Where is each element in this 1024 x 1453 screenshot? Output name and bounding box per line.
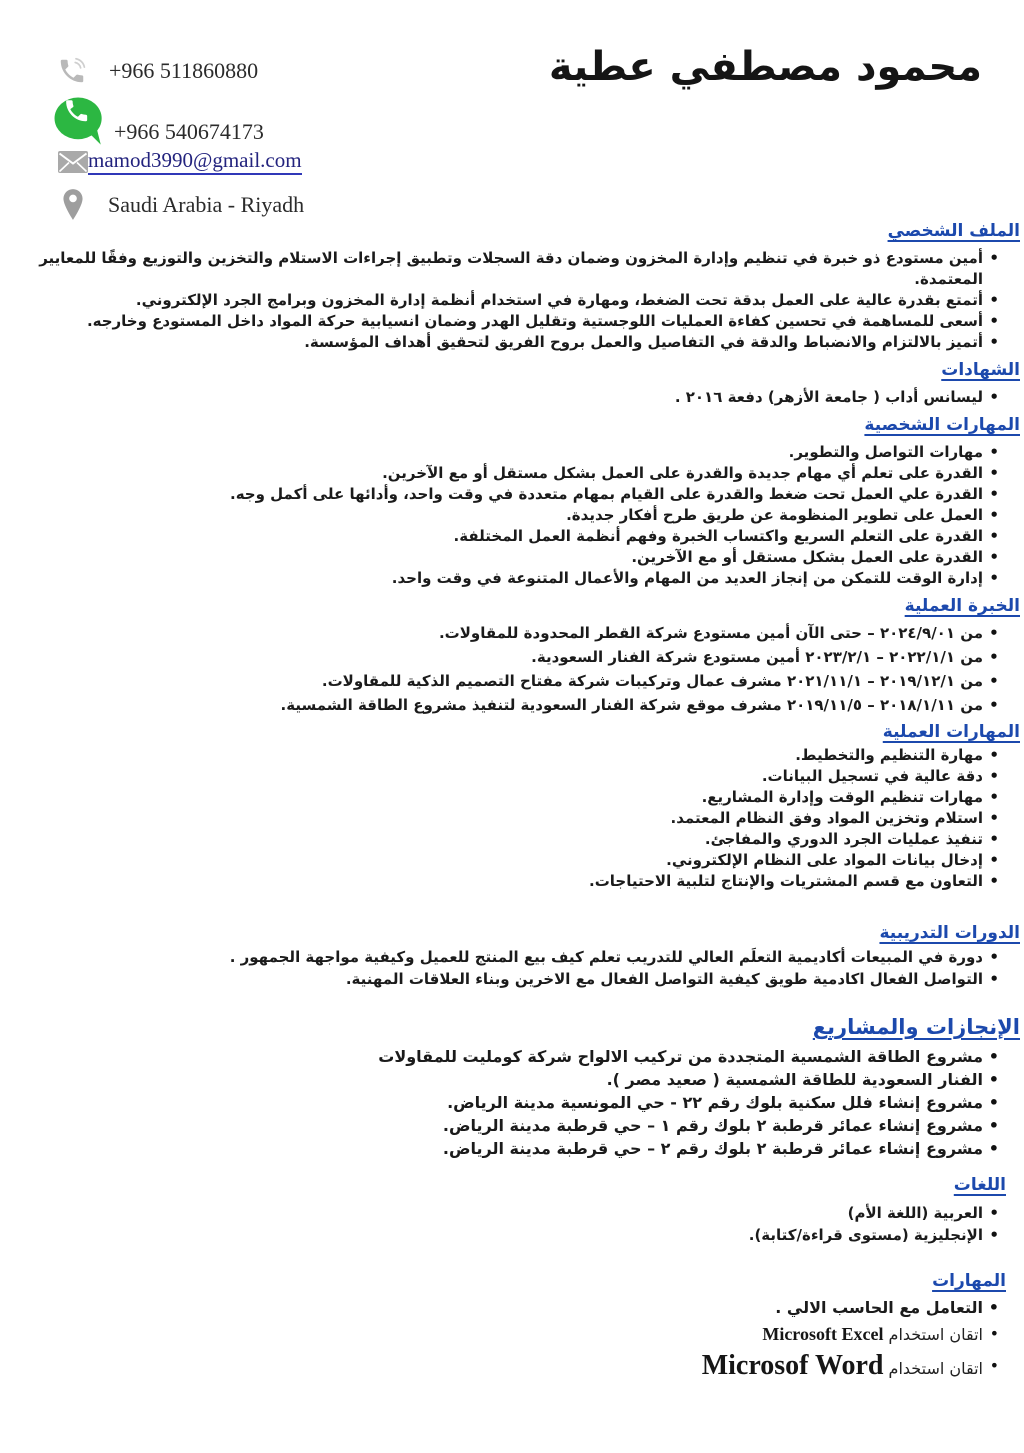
list-item-arabic-text: اتقان استخدام [883, 1359, 983, 1378]
contact-phone-row [57, 56, 258, 86]
section-list [30, 248, 1020, 353]
list-item: • العمل على تطوير المنظومة عن طريق طرح أفكار جديدة. [30, 505, 1000, 526]
section-heading: الإنجازات والمشاريع [812, 1015, 1020, 1039]
list-item: • من ٢٠٢٢/١/١ – ٢٠٢٣/٢/١ أمين مستودع شركة الفنار السعودية. [30, 645, 1000, 669]
list-item: • مشروع إنشاء فلل سكنية بلوك رقم ٢٢ - حي المونسية مدينة الرياض. [30, 1091, 1000, 1114]
resume-body [0, 220, 1024, 1386]
list-item: • تنفيذ عمليات الجرد الدوري والمفاجئ. [30, 829, 1000, 850]
list-item: • التعامل مع الحاسب الالي . [30, 1296, 1000, 1320]
list-item: • أتميز بالالتزام والانضباط والدقة في التفاصيل والعمل بروح الفريق لتحقيق أهداف المؤسسة. [30, 332, 1000, 353]
section-computer-skills [30, 1270, 1020, 1386]
section-heading: الشهادات [941, 360, 1020, 380]
section-list [30, 442, 1020, 589]
section-heading: المهارات [932, 1271, 1006, 1291]
whatsapp-number: +966 540674173 [114, 119, 264, 144]
section-list [30, 745, 1020, 892]
list-item: • من ٢٠٢٤/٩/٠١ – حتى الآن أمين مستودع شركة القطر المحدودة للمقاولات. [30, 621, 1000, 645]
whatsapp-icon [50, 92, 108, 152]
contact-whatsapp-row [50, 92, 264, 152]
section-experience [30, 595, 1020, 717]
section-projects [30, 1014, 1020, 1160]
section-heading: الخبرة العملية [904, 596, 1020, 616]
section-list [30, 1296, 1020, 1386]
list-item: • استلام وتخزين المواد وفق النظام المعتمد. [30, 808, 1000, 829]
section-list [30, 1045, 1020, 1160]
email-icon [58, 151, 88, 173]
section-heading: اللغات [953, 1175, 1006, 1195]
list-item: • إدارة الوقت للتمكن من إنجاز العديد من المهام والأعمال المتنوعة في وقت واحد. [30, 568, 1000, 589]
section-list [30, 387, 1020, 408]
list-item: • إدخال بيانات المواد على النظام الإلكتروني. [30, 850, 1000, 871]
list-item: • القدرة على التعلم السريع واكتساب الخبرة وفهم أنظمة العمل المختلفة. [30, 526, 1000, 547]
list-item: • مهارات التواصل والتطوير. [30, 442, 1000, 463]
section-heading: المهارات العملية [882, 722, 1020, 742]
location-pin-icon [60, 188, 86, 222]
list-item: • أسعى للمساهمة في تحسين كفاءة العمليات اللوجستية وتقليل الهدر وضمان انسيابية حركة المواد داخل المستودع وخارجه. [30, 311, 1000, 332]
list-item: • مهارة التنظيم والتخطيط. [30, 745, 1000, 766]
list-item: • ليسانس أداب ( جامعة الأزهر) دفعة ٢٠١٦ . [30, 387, 1000, 408]
list-item: • التعاون مع قسم المشتريات والإنتاج لتلبية الاحتياجات. [30, 871, 1000, 892]
location-text: Saudi Arabia - Riyadh [108, 192, 305, 217]
section-personal-skills [30, 414, 1020, 589]
list-item: • القدرة على العمل بشكل مستقل أو مع الآخرين. [30, 547, 1000, 568]
email-link[interactable]: mamod3990@gmail.com [88, 148, 302, 175]
section-list [30, 946, 1020, 990]
contact-email-row [58, 148, 302, 175]
list-item: • أمين مستودع ذو خبرة في تنظيم وإدارة المخزون وضمان دقة السجلات وتطبيق إجراءات الاستلام والتخزين والتوزيع وفقًا للمعايير المعتمدة. [30, 248, 1000, 290]
list-item: • القدرة علي العمل تحت ضغط والقدرة على القيام بمهام متعددة في وقت واحد، وأدائها على أكمل وجه. [30, 484, 1000, 505]
section-heading: الدورات التدريبية [879, 923, 1020, 943]
list-item: • دورة في المبيعات أكاديمية التعلَم العالي للتدريب تعلم كيف بيع المنتج للعميل وكيفية مواجهة الجمهور . [30, 946, 1000, 968]
list-item: • التواصل الفعال اكادمية طويق كيفية التواصل الفعال مع الاخرين وبناء العلاقات المهنية. [30, 968, 1000, 990]
section-courses [30, 922, 1020, 990]
phone-number: +966 511860880 [109, 58, 259, 83]
list-item: • من ٢٠١٩/١٢/١ – ٢٠٢١/١١/١ مشرف عمال وتركيبات شركة مفتاح التصميم الذكية للمقاولات. [30, 669, 1000, 693]
section-heading: المهارات الشخصية [864, 415, 1020, 435]
list-item: • من ٢٠١٨/١/١١ – ٢٠١٩/١١/٥ مشرف موقع شركة الفنار السعودية لتنفيذ مشروع الطاقة الشمسية. [30, 693, 1000, 717]
list-item: • أتمتع بقدرة عالية على العمل بدقة تحت الضغط، ومهارة في استخدام أنظمة إدارة المخزون وبرامج الجرد الإلكتروني. [30, 290, 1000, 311]
section-languages [30, 1174, 1020, 1246]
list-item: • مهارات تنظيم الوقت وإدارة المشاريع. [30, 787, 1000, 808]
list-item: • العربية (اللغة الأم) [30, 1202, 1000, 1224]
list-item: • الفنار السعودية للطاقة الشمسية ( صعيد مصر ). [30, 1068, 1000, 1091]
list-item-arabic-text: اتقان استخدام [883, 1325, 983, 1344]
list-item: • مشروع إنشاء عمائر قرطبة ٢ بلوك رقم ١ – حي قرطبة مدينة الرياض. [30, 1114, 1000, 1137]
contact-location-row [60, 188, 304, 222]
section-heading: الملف الشخصي [887, 221, 1020, 241]
list-item: • القدرة على تعلم أي مهام جديدة والقدرة على العمل بشكل مستقل أو مع الآخرين. [30, 463, 1000, 484]
section-certificates [30, 359, 1020, 408]
section-practical-skills [30, 721, 1020, 892]
list-item-latin-text: Microsoft Excel [762, 1324, 884, 1344]
list-item: • دقة عالية في تسجيل البيانات. [30, 766, 1000, 787]
list-item: • مشروع الطاقة الشمسية المتجددة من تركيب الالواح شركة كومليت للمقاولات [30, 1045, 1000, 1068]
list-item: • مشروع إنشاء عمائر قرطبة ٢ بلوك رقم ٢ – حي قرطبة مدينة الرياض. [30, 1137, 1000, 1160]
list-item [30, 1349, 1000, 1386]
section-list [30, 1202, 1020, 1246]
list-item: • الإنجليزية (مستوى قراءة/كتابة). [30, 1224, 1000, 1246]
phone-icon [57, 56, 87, 86]
page-title: محمود مصطفي عطية [548, 44, 982, 90]
list-item [30, 1320, 1000, 1349]
section-profile [30, 220, 1020, 353]
section-list [30, 621, 1020, 717]
list-item-latin-text: Microsof Word [701, 1350, 884, 1381]
